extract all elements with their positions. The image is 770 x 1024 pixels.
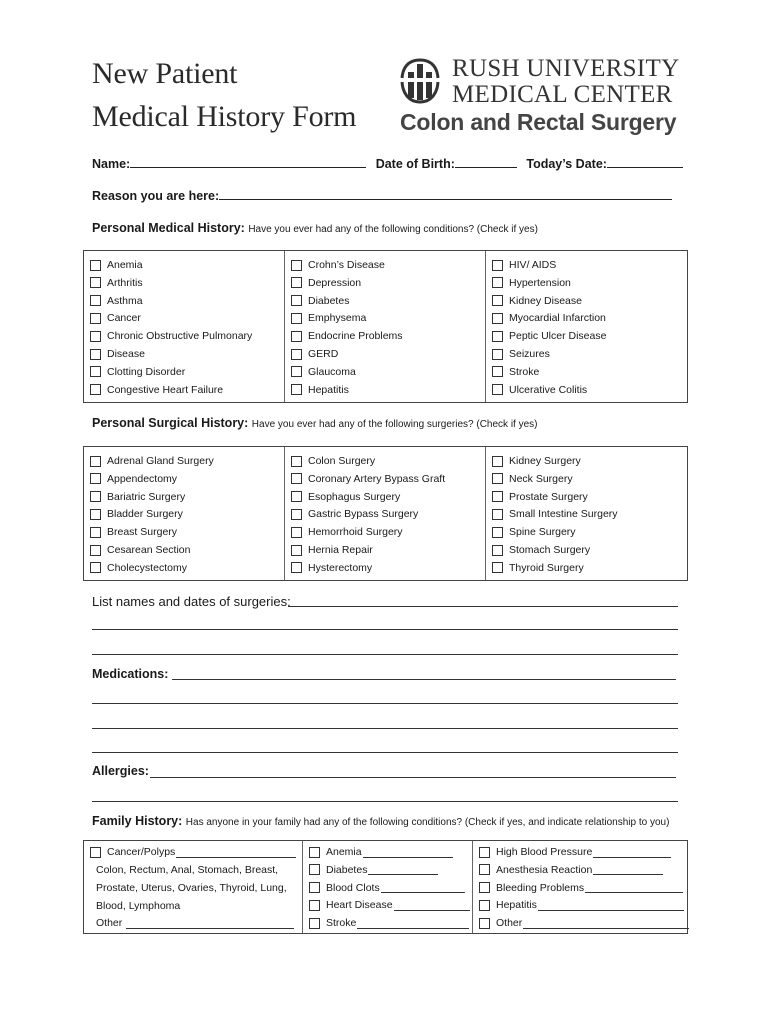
- checkbox-label: Congestive Heart Failure: [107, 383, 224, 396]
- checkbox[interactable]: [492, 384, 503, 395]
- checkbox-label: Asthma: [107, 294, 143, 307]
- checkbox[interactable]: [492, 562, 503, 573]
- family-item-high-blood-pressure[interactable]: [479, 843, 671, 861]
- checkbox-item-ulcerative-colitis[interactable]: [492, 381, 587, 399]
- family-col-2: [302, 841, 473, 933]
- checkbox-item-prostate-surgery[interactable]: [492, 488, 588, 506]
- checkbox[interactable]: [479, 847, 490, 858]
- checkbox-item-small-intestine-surgery[interactable]: [492, 505, 618, 523]
- checkbox[interactable]: [492, 277, 503, 288]
- relationship-field[interactable]: [538, 900, 684, 911]
- checkbox-item-cesarean-section[interactable]: [90, 541, 190, 559]
- medical-col-3: [485, 251, 687, 402]
- checkbox-label: Myocardial Infarction: [509, 312, 606, 325]
- family-item-bleeding-problems[interactable]: [479, 879, 683, 897]
- medications-line-2[interactable]: [92, 690, 678, 704]
- family-item-other[interactable]: [479, 914, 689, 932]
- surgical-history-title: Personal Surgical History:: [92, 416, 249, 430]
- checkbox-item-hysterectomy[interactable]: [291, 559, 372, 577]
- checkbox-label: Appendectomy: [107, 472, 178, 485]
- family-item-label: Anemia: [326, 846, 362, 858]
- checkbox[interactable]: [90, 847, 101, 858]
- checkbox[interactable]: [90, 527, 101, 538]
- checkbox[interactable]: [90, 260, 101, 271]
- checkbox-item-stomach-surgery[interactable]: [492, 541, 590, 559]
- checkbox[interactable]: [291, 260, 302, 271]
- family-item-blood-clots[interactable]: [309, 879, 465, 897]
- family-item-anesthesia-reaction[interactable]: [479, 861, 663, 879]
- family-item-label: Stroke: [326, 917, 357, 930]
- checkbox[interactable]: [90, 509, 101, 520]
- family-item-label: Other: [96, 917, 123, 929]
- checkbox[interactable]: [479, 882, 490, 893]
- checkbox-item-thyroid-surgery[interactable]: [492, 559, 584, 577]
- checkbox[interactable]: [492, 331, 503, 342]
- medical-col-1: [84, 251, 284, 402]
- checkbox-label: Glaucoma: [308, 365, 356, 378]
- checkbox[interactable]: [492, 527, 503, 538]
- relationship-field[interactable]: [176, 847, 296, 858]
- checkbox[interactable]: [291, 473, 302, 484]
- checkbox-item-gastric-bypass-surgery[interactable]: [291, 505, 418, 523]
- checkbox-label: Bladder Surgery: [107, 508, 183, 521]
- checkbox-item-anemia[interactable]: [90, 256, 143, 274]
- checkbox-label: Hemorrhoid Surgery: [308, 526, 403, 539]
- family-item-label: Bleeding Problems: [496, 881, 585, 894]
- rush-logo-icon: [400, 58, 440, 104]
- checkbox-label: Esophagus Surgery: [308, 490, 401, 503]
- checkbox-item-hiv-aids[interactable]: [492, 256, 556, 274]
- surgeries-list-line-1[interactable]: [288, 593, 678, 607]
- dob-field[interactable]: [455, 155, 517, 168]
- checkbox-item-crohn-s-disease[interactable]: [291, 256, 385, 274]
- checkbox-item-chronic-obstructive-pulmonary[interactable]: [90, 327, 252, 345]
- checkbox-item-peptic-ulcer-disease[interactable]: [492, 327, 606, 345]
- family-item-stroke[interactable]: [309, 914, 469, 932]
- checkbox-item-neck-surgery[interactable]: [492, 470, 573, 488]
- checkbox-item-bariatric-surgery[interactable]: [90, 488, 185, 506]
- checkbox-label: Endocrine Problems: [308, 330, 403, 343]
- checkbox[interactable]: [291, 509, 302, 520]
- checkbox-label: Clotting Disorder: [107, 365, 186, 378]
- family-item-label: High Blood Pressure: [496, 846, 593, 858]
- checkbox[interactable]: [492, 509, 503, 520]
- relationship-field[interactable]: [126, 918, 294, 929]
- family-history-note: Has anyone in your family had any of the following conditions? (Check if yes, and indicate relationship to you): [185, 817, 670, 828]
- family-item-anemia[interactable]: [309, 843, 453, 861]
- checkbox[interactable]: [492, 295, 503, 306]
- checkbox[interactable]: [291, 491, 302, 502]
- logo-text-line1: RUSH UNIVERSITY: [452, 55, 680, 82]
- checkbox-label: Hepatitis: [308, 383, 349, 396]
- checkbox[interactable]: [479, 900, 490, 911]
- family-item-label: Diabetes: [326, 863, 368, 876]
- family-item-label: Other: [496, 917, 523, 930]
- surgeries-list-line-3[interactable]: [92, 641, 678, 655]
- family-cancer-detail-2: Prostate, Uterus, Ovaries, Thyroid, Lung,: [96, 882, 287, 894]
- checkbox[interactable]: [291, 545, 302, 556]
- checkbox-item-esophagus-surgery[interactable]: [291, 488, 400, 506]
- checkbox-item-cancer[interactable]: [90, 309, 141, 327]
- name-label: Name:: [92, 157, 131, 171]
- checkbox-item-cholecystectomy[interactable]: [90, 559, 187, 577]
- checkbox[interactable]: [492, 313, 503, 324]
- medications-label: Medications:: [92, 667, 169, 681]
- checkbox-item-hepatitis[interactable]: [291, 381, 349, 399]
- logo-text-line2: MEDICAL CENTER: [452, 81, 673, 108]
- family-col-1: [84, 841, 302, 933]
- family-item-heart-disease[interactable]: [309, 896, 470, 914]
- checkbox-item-myocardial-infarction[interactable]: [492, 309, 606, 327]
- today-date-label: Today’s Date:: [526, 157, 607, 171]
- checkbox[interactable]: [492, 349, 503, 360]
- checkbox-item-adrenal-gland-surgery[interactable]: [90, 452, 214, 470]
- checkbox[interactable]: [492, 473, 503, 484]
- reason-row: [92, 187, 672, 203]
- relationship-field[interactable]: [523, 918, 689, 929]
- family-item-cancer-polyps[interactable]: [90, 843, 296, 861]
- surgeries-list-label: List names and dates of surgeries:: [92, 594, 291, 609]
- checkbox-item-congestive-heart-failure[interactable]: [90, 381, 223, 399]
- family-cancer-detail-1: Colon, Rectum, Anal, Stomach, Breast,: [96, 864, 279, 876]
- checkbox-item-colon-surgery[interactable]: [291, 452, 375, 470]
- reason-field[interactable]: [219, 187, 672, 200]
- checkbox[interactable]: [90, 562, 101, 573]
- checkbox[interactable]: [492, 456, 503, 467]
- medications-line-1[interactable]: [172, 666, 676, 680]
- checkbox[interactable]: [90, 545, 101, 556]
- medications-line-3[interactable]: [92, 715, 678, 729]
- checkbox[interactable]: [90, 295, 101, 306]
- checkbox[interactable]: [492, 260, 503, 271]
- checkbox[interactable]: [90, 473, 101, 484]
- medical-history-note: Have you ever had any of the following conditions? (Check if yes): [248, 224, 538, 235]
- surgical-col-1: [84, 447, 284, 580]
- checkbox-item-arthritis[interactable]: [90, 274, 143, 292]
- checkbox-item-gerd[interactable]: [291, 345, 338, 363]
- reason-label: Reason you are here:: [92, 189, 220, 203]
- allergies-label: Allergies:: [92, 764, 149, 778]
- checkbox-item-hypertension[interactable]: [492, 274, 571, 292]
- checkbox[interactable]: [309, 882, 320, 893]
- checkbox[interactable]: [291, 527, 302, 538]
- checkbox[interactable]: [291, 349, 302, 360]
- checkbox[interactable]: [309, 918, 320, 929]
- checkbox[interactable]: [90, 366, 101, 377]
- checkbox-item-kidney-disease[interactable]: [492, 292, 582, 310]
- family-cancer-detail-3: Blood, Lymphoma: [96, 900, 181, 912]
- checkbox-label: Thyroid Surgery: [509, 561, 584, 574]
- checkbox[interactable]: [90, 384, 101, 395]
- checkbox-label: Breast Surgery: [107, 526, 178, 539]
- checkbox-label: Hernia Repair: [308, 544, 373, 556]
- checkbox[interactable]: [291, 456, 302, 467]
- family-item-label: Hepatitis: [496, 899, 537, 912]
- checkbox-item-spine-surgery[interactable]: [492, 523, 576, 541]
- checkbox-item-endocrine-problems[interactable]: [291, 327, 403, 345]
- form-title: [92, 52, 356, 138]
- checkbox[interactable]: [479, 918, 490, 929]
- checkbox-label: Depression: [308, 276, 362, 289]
- checkbox[interactable]: [291, 313, 302, 324]
- family-item-label: Cancer/Polyps: [107, 846, 176, 858]
- checkbox-label: Disease: [107, 348, 145, 360]
- today-date-field[interactable]: [607, 155, 683, 168]
- name-field[interactable]: [130, 155, 366, 168]
- checkbox-item-seizures[interactable]: [492, 345, 550, 363]
- checkbox-label: Gastric Bypass Surgery: [308, 508, 419, 521]
- checkbox-label: Prostate Surgery: [509, 490, 588, 503]
- checkbox[interactable]: [291, 562, 302, 573]
- checkbox-label: Seizures: [509, 348, 550, 360]
- checkbox-label: Neck Surgery: [509, 472, 573, 485]
- family-history-title: Family History:: [92, 814, 183, 828]
- surgeries-table: [83, 446, 688, 581]
- checkbox-label: HIV/ AIDS: [509, 259, 557, 271]
- checkbox-item-stroke[interactable]: [492, 363, 539, 381]
- relationship-field[interactable]: [394, 900, 470, 911]
- relationship-field[interactable]: [368, 864, 438, 875]
- family-col-3: [472, 841, 687, 933]
- checkbox[interactable]: [309, 900, 320, 911]
- checkbox-item-bladder-surgery[interactable]: [90, 505, 183, 523]
- checkbox[interactable]: [492, 491, 503, 502]
- relationship-field[interactable]: [363, 847, 453, 858]
- family-item-label: Blood Clots: [326, 881, 380, 894]
- family-history-heading: [92, 814, 669, 828]
- relationship-field[interactable]: [593, 847, 671, 858]
- checkbox-label: Emphysema: [308, 312, 367, 325]
- family-history-table: [83, 840, 688, 934]
- checkbox[interactable]: [291, 366, 302, 377]
- checkbox-label: Coronary Artery Bypass Graft: [308, 472, 446, 485]
- medical-history-title: Personal Medical History:: [92, 221, 245, 235]
- family-item-other[interactable]: [96, 914, 294, 932]
- checkbox-item-emphysema[interactable]: [291, 309, 366, 327]
- checkbox-label: Adrenal Gland Surgery: [107, 455, 214, 467]
- checkbox-item-hernia-repair[interactable]: [291, 541, 373, 559]
- checkbox[interactable]: [479, 864, 490, 875]
- checkbox[interactable]: [90, 331, 101, 342]
- relationship-field[interactable]: [585, 882, 683, 893]
- surgical-history-note: Have you ever had any of the following surgeries? (Check if yes): [251, 419, 538, 430]
- checkbox-label: Cesarean Section: [107, 544, 191, 556]
- checkbox[interactable]: [90, 349, 101, 360]
- checkbox-label: Hypertension: [509, 276, 571, 289]
- checkbox-item-asthma[interactable]: [90, 292, 143, 310]
- family-item-hepatitis[interactable]: [479, 896, 684, 914]
- checkbox-item-hemorrhoid-surgery[interactable]: [291, 523, 403, 541]
- checkbox-label: Spine Surgery: [509, 526, 576, 539]
- checkbox[interactable]: [291, 295, 302, 306]
- allergies-line-2[interactable]: [92, 788, 678, 802]
- checkbox-label: Diabetes: [308, 294, 350, 307]
- checkbox[interactable]: [90, 313, 101, 324]
- checkbox-item-kidney-surgery[interactable]: [492, 452, 581, 470]
- family-item-label: Anesthesia Reaction: [496, 863, 593, 876]
- form-title-line2: Medical History Form: [92, 100, 357, 133]
- checkbox[interactable]: [291, 277, 302, 288]
- checkbox-item-disease[interactable]: [90, 345, 145, 363]
- family-item-label: Heart Disease: [326, 899, 393, 912]
- checkbox-label: Stomach Surgery: [509, 544, 591, 556]
- relationship-field[interactable]: [381, 882, 465, 893]
- surgical-col-2: [284, 447, 485, 580]
- relationship-field[interactable]: [593, 864, 663, 875]
- checkbox-label: Small Intestine Surgery: [509, 508, 618, 521]
- form-title-line1: New Patient: [92, 57, 238, 90]
- checkbox-item-appendectomy[interactable]: [90, 470, 177, 488]
- surgical-col-3: [485, 447, 687, 580]
- checkbox-label: Bariatric Surgery: [107, 490, 186, 503]
- family-item-diabetes[interactable]: [309, 861, 438, 879]
- checkbox-label: Colon Surgery: [308, 455, 376, 467]
- checkbox-label: GERD: [308, 348, 339, 360]
- rush-logo: [400, 56, 700, 136]
- surgical-history-heading: [92, 416, 538, 430]
- checkbox-label: Peptic Ulcer Disease: [509, 330, 607, 343]
- checkbox-label: Anemia: [107, 259, 143, 271]
- patient-info-row: [92, 155, 683, 171]
- checkbox[interactable]: [291, 331, 302, 342]
- checkbox-label: Cancer: [107, 312, 141, 325]
- relationship-field[interactable]: [357, 918, 469, 929]
- checkbox-item-diabetes[interactable]: [291, 292, 349, 310]
- checkbox[interactable]: [90, 277, 101, 288]
- checkbox-label: Ulcerative Colitis: [509, 383, 588, 396]
- medications-line-4[interactable]: [92, 739, 678, 753]
- surgeries-list-line-2[interactable]: [92, 616, 678, 630]
- checkbox-label: Chronic Obstructive Pulmonary: [107, 330, 253, 343]
- checkbox[interactable]: [492, 545, 503, 556]
- checkbox[interactable]: [492, 366, 503, 377]
- checkbox-label: Kidney Surgery: [509, 455, 581, 467]
- checkbox-item-clotting-disorder[interactable]: [90, 363, 185, 381]
- checkbox-label: Cholecystectomy: [107, 561, 187, 574]
- checkbox[interactable]: [309, 864, 320, 875]
- checkbox-item-coronary-artery-bypass-graft[interactable]: [291, 470, 445, 488]
- checkbox[interactable]: [90, 491, 101, 502]
- checkbox-label: Hysterectomy: [308, 561, 373, 574]
- checkbox-item-breast-surgery[interactable]: [90, 523, 177, 541]
- checkbox-label: Kidney Disease: [509, 294, 582, 307]
- checkbox-label: Stroke: [509, 365, 540, 378]
- checkbox[interactable]: [309, 847, 320, 858]
- medical-col-2: [284, 251, 485, 402]
- checkbox[interactable]: [291, 384, 302, 395]
- checkbox[interactable]: [90, 456, 101, 467]
- checkbox-label: Crohn’s Disease: [308, 259, 385, 271]
- checkbox-label: Arthritis: [107, 276, 143, 289]
- allergies-line-1[interactable]: [150, 764, 676, 778]
- dob-label: Date of Birth:: [375, 157, 455, 171]
- checkbox-item-glaucoma[interactable]: [291, 363, 356, 381]
- medical-history-heading: [92, 221, 538, 235]
- logo-department: Colon and Rectal Surgery: [400, 109, 677, 135]
- medical-conditions-table: [83, 250, 688, 403]
- checkbox-item-depression[interactable]: [291, 274, 361, 292]
- form-header: [0, 0, 770, 150]
